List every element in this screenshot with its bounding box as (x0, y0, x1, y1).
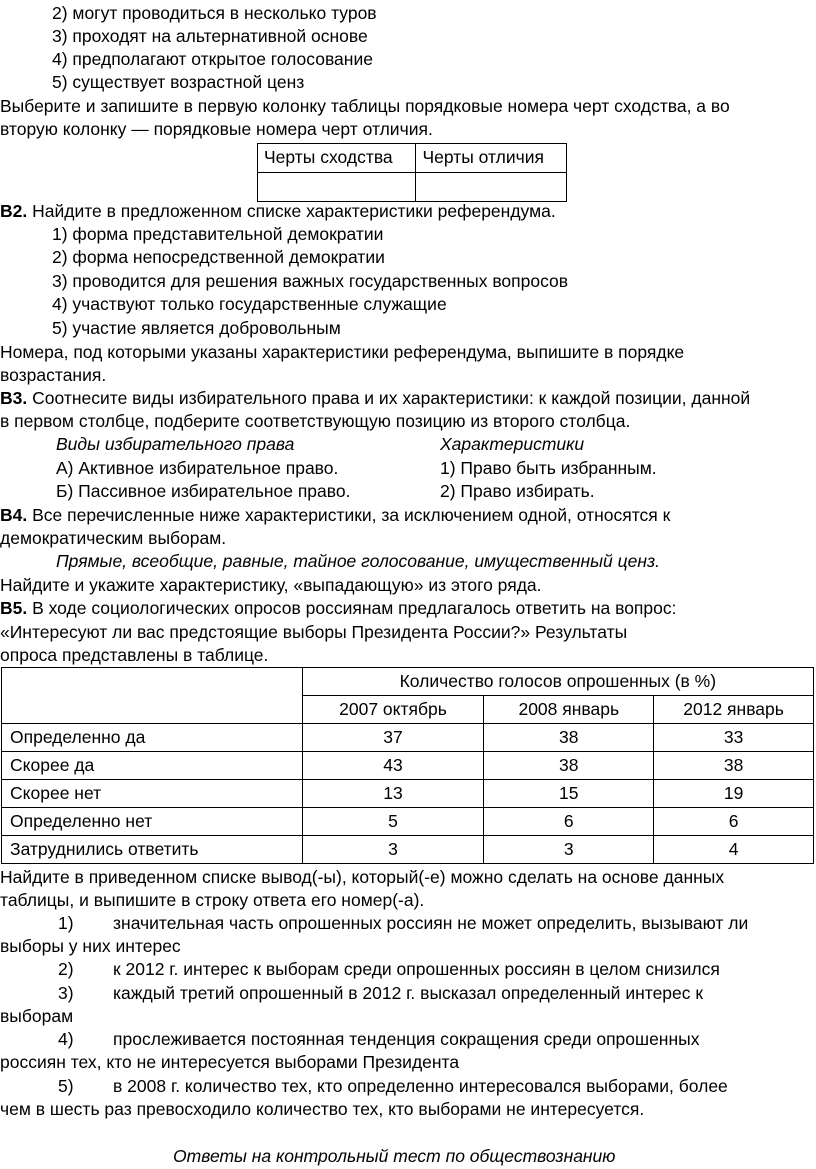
b3-col-right-header: Характеристики (440, 434, 585, 454)
b2-question: В2. Найдите в предложенном списке характеристики референдума. (0, 201, 556, 221)
b2-option-2: 2) форма непосредственной демократии (52, 247, 385, 267)
table-cell: 15 (484, 780, 654, 808)
b3-left-b: Б) Пассивное избирательное право. (56, 481, 351, 501)
b5-table-header: Количество голосов опрошенных (в %) (302, 668, 813, 696)
q1-option-3: 3) проходят на альтернативной основе (52, 26, 368, 46)
row-label: Затруднились ответить (2, 836, 303, 864)
table-cell: 19 (654, 780, 814, 808)
table-cell: 6 (654, 808, 814, 836)
b5-col-2012-jan: 2012 январь (654, 696, 814, 724)
q1-option-5: 5) существует возрастной ценз (52, 72, 305, 92)
b4-list: Прямые, всеобщие, равные, тайное голосование, имущественный ценз. (56, 551, 660, 571)
table-row (2, 836, 814, 864)
b2-option-1: 1) форма представительной демократии (52, 224, 384, 244)
footer-title: Ответы на контрольный тест по обществознанию (173, 1146, 616, 1166)
table-cell: 6 (484, 808, 654, 836)
b2-label: В2. (0, 201, 28, 221)
table-cell: 3 (484, 836, 654, 864)
q1-instruction: Выберите и запишите в первую колонку таблицы порядковые номера черт сходства, а во (0, 96, 730, 116)
table-cell: 37 (302, 724, 484, 752)
q1-option-2: 2) могут проводиться в несколько туров (52, 3, 377, 23)
table-cell: 5 (302, 808, 484, 836)
b5-question-cont-2: опроса представлены в таблице. (0, 645, 269, 665)
b3-right-2: 2) Право избирать. (440, 481, 595, 501)
b3-question-cont: в первом столбце, подберите соответствующую позицию из второго столбца. (0, 411, 631, 431)
b5-table-corner (2, 668, 303, 724)
b4-instruction: Найдите и укажите характеристику, «выпадающую» из этого ряда. (0, 575, 542, 595)
b4-question: В4. Все перечисленные ниже характеристики, за исключением одной, относятся к (0, 505, 671, 525)
q1-col-differences: Черты отличия (416, 144, 567, 173)
b3-col-left-header: Виды избирательного права (56, 434, 295, 454)
table-cell: 4 (654, 836, 814, 864)
q1-instruction-cont: вторую колонку — порядковые номера черт отличия. (0, 119, 433, 139)
table-cell: 38 (484, 724, 654, 752)
q1-answer-differences[interactable] (416, 173, 567, 202)
b2-option-4: 4) участвуют только государственные служащие (52, 294, 447, 314)
b5-results-table (1, 667, 814, 864)
table-cell: 13 (302, 780, 484, 808)
row-label: Скорее да (2, 752, 303, 780)
b4-label: В4. (0, 505, 28, 525)
q1-col-similarities: Черты сходства (258, 144, 416, 173)
table-row (2, 724, 814, 752)
b2-instruction: Номера, под которыми указаны характеристики референдума, выпишите в порядке (0, 342, 685, 362)
b3-left-a: А) Активное избирательное право. (56, 458, 339, 478)
b2-option-3: 3) проводится для решения важных государственных вопросов (52, 271, 569, 291)
b3-right-1: 1) Право быть избранным. (440, 458, 657, 478)
row-label: Определенно нет (2, 808, 303, 836)
b5-col-2007-oct: 2007 октябрь (302, 696, 484, 724)
row-label: Скорее нет (2, 780, 303, 808)
q1-answer-table (257, 143, 567, 202)
q1-option-4: 4) предполагают открытое голосование (52, 49, 373, 69)
b5-question: В5. В ходе социологических опросов россиянам предлагалось ответить на вопрос: (0, 598, 677, 618)
b5-instruction-cont: таблицы, и выпишите в строку ответа его номер(-а). (0, 890, 425, 910)
b3-question: В3. Соотнесите виды избирательного права и их характеристики: к каждой позиции, данной (0, 388, 751, 408)
b5-instruction: Найдите в приведенном списке вывод(-ы), который(-е) можно сделать на основе данных (0, 867, 725, 887)
b5-question-cont: «Интересуют ли вас предстоящие выборы Президента России?» Результаты (0, 622, 628, 642)
table-cell: 38 (654, 752, 814, 780)
b5-label: В5. (0, 598, 28, 618)
b5-col-2008-jan: 2008 январь (484, 696, 654, 724)
b4-question-cont: демократическим выборам. (0, 528, 227, 548)
table-cell: 43 (302, 752, 484, 780)
table-cell: 3 (302, 836, 484, 864)
table-cell: 38 (484, 752, 654, 780)
b2-instruction-cont: возрастания. (0, 365, 107, 385)
b2-option-5: 5) участие является добровольным (52, 318, 341, 338)
table-row (2, 808, 814, 836)
row-label: Определенно да (2, 724, 303, 752)
q1-answer-similarities[interactable] (258, 173, 416, 202)
table-row (2, 780, 814, 808)
table-row (2, 752, 814, 780)
b3-label: В3. (0, 388, 28, 408)
table-cell: 33 (654, 724, 814, 752)
